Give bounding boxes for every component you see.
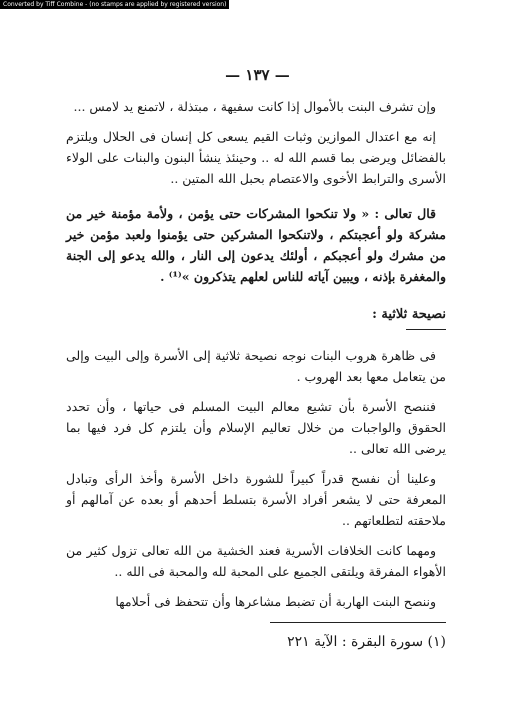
paragraph-balance: إنه مع اعتدال الموازين وثبات القيم يسعى كل إنسان فى الحلال ويلتزم بالفضائل ويرضى بما قسم الله له .. وحينئذ ينشأ البنون والبنات على الولاء الأسرى والترابط الأخوى والاعتصام بحبل الله المتين .. [66, 129, 446, 186]
paragraph-quran-quote: قال تعالى : « ولا تنكحوا المشركات حتى يؤمن ، ولأمة مؤمنة خير من مشركة ولو أعجبتكم ، ولاتنكحوا المشركين حتى يؤمنوا ولعبد مؤمن خير من مشرك ولو أعجبكم ، أولئك يدعون إلى النار ، والله يدعو إلى الجنة والمغفرة بإذنه ، ويبين آياته للناس لعلهم يتذكرون »⁽¹⁾ . [66, 206, 446, 284]
page-body [66, 96, 446, 621]
heading-underline [406, 329, 446, 330]
section-heading-block [66, 303, 446, 333]
converter-stamp: Converted by Tiff Combine - (no stamps are applied by registered version) [0, 0, 229, 9]
footnote: (١) سورة البقرة : الآية ٢٢١ [287, 634, 446, 650]
advice-paragraph: فى ظاهرة هروب البنات نوجه نصيحة ثلاثية إلى الأسرة وإلى البيت وإلى من يتعامل معها بعد الهروب . [66, 348, 446, 384]
advice-paragraph: وننصح البنت الهاربة أن تضبط مشاعرها وأن تتحفظ فى أحلامها [115, 594, 436, 609]
advice-paragraph: ومهما كانت الخلافات الأسرية فعند الخشية من الله تعالى تزول كثير من الأهواء المفرقة ويلتقى الجميع على المحبة لله والمحبة فى الله .. [66, 543, 446, 579]
section-heading: نصيحة ثلاثية : [372, 307, 446, 322]
page-number: — ١٣٧ — [225, 66, 290, 84]
paragraph-intro: وإن تشرف البنت بالأموال إذا كانت سفيهة ، مبتذلة ، لاتمنع يد لامس ... [73, 99, 436, 114]
advice-paragraph: فننصح الأسرة بأن تشيع معالم البيت المسلم فى حياتها ، وأن تحدد الحقوق والواجبات من خلال تعاليم الإسلام وأن يلتزم كل فرد فيها بما يرضى الله تعالى .. [66, 399, 446, 456]
advice-paragraph: وعلينا أن نفسح قدراً كبيراً للشورة داخل الأسرة وأخذ الرأى وتبادل المعرفة حتى لا يشعر أفراد الأسرة بتسلط أحدهم أو بعده عن آمالهم أو ملاحقته لتطلعاتهم .. [66, 471, 446, 528]
footnote-separator [270, 622, 446, 623]
